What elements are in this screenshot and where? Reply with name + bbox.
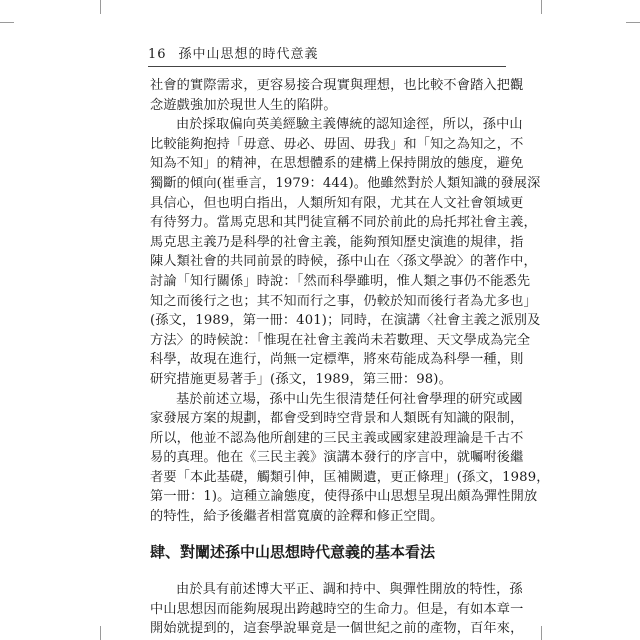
text-line: 研究措施更易著手」(孫文，1989，第三冊：98)。 — [150, 371, 452, 387]
header-rule — [148, 66, 506, 67]
text-line: 基於前述立場，孫中山先生很清楚任何社會學理的研究或國 — [176, 391, 523, 407]
crop-mark-right-top — [626, 22, 640, 23]
crop-mark-left-top — [0, 22, 14, 23]
text-line: 陳人類社會的共同前景的時候，孫中山在〈孫文學說〉的著作中， — [150, 254, 537, 270]
text-line: 討論「知行關係」時說：「然而科學雖明，惟人類之事仍不能悉先 — [150, 273, 531, 289]
book-title: 孫中山思想的時代意義 — [178, 47, 319, 62]
text-line: 第一冊：1)。這種立論態度，使得孫中山思想呈現出頗為彈性開放 — [150, 489, 538, 505]
text-line: 具信心，但也明白指出，人類所知有限，尤其在人文社會領域更 — [150, 195, 524, 211]
text-line: 念遊戲強加於現世人生的陷阱。 — [150, 97, 337, 113]
text-line: 科學，故現在進行，尚無一定標準，將來苟能成為科學一種，則 — [150, 352, 524, 368]
text-line: 馬克思主義乃是科學的社會主義，能夠預知歷史演進的規律，指 — [150, 234, 524, 250]
section-heading: 肆、對闡述孫中山思想時代意義的基本看法 — [150, 542, 436, 561]
text-line: 易的真理。他在《三民主義》演講本發行的序言中，就囑咐後繼 — [150, 450, 524, 466]
text-line: 有待努力。當馬克思和其門徒宣稱不同於前此的烏托邦社會主義， — [150, 215, 537, 231]
crop-mark-top-left — [100, 0, 101, 14]
text-line: 家發展方案的規劃，都會受到時空背景和人類既有知識的限制， — [150, 411, 524, 427]
text-line: (孫文，1989，第一冊：401)；同時，在演講〈社會主義之派別及 — [150, 313, 541, 329]
text-line: 由於採取偏向英美經驗主義傳統的認知途徑，所以，孫中山 — [176, 117, 523, 133]
text-line: 中山思想因而能夠展現出跨越時空的生命力。但是，有如本章一 — [150, 601, 524, 617]
text-line: 知為不知」的精神，在思想體系的建構上保持開放的態度，避免 — [150, 156, 524, 172]
text-line: 方法〉的時候說：「惟現在社會主義尚未若數理、天文學成為完全 — [150, 332, 531, 348]
text-line: 所以，他並不認為他所創建的三民主義或國家建設理論是千古不 — [150, 430, 524, 446]
text-line: 知之而後行之也；其不知而行之事，仍較於知而後行者為尤多也」 — [150, 293, 537, 309]
running-header — [148, 46, 506, 64]
crop-mark-bottom-right — [541, 626, 542, 640]
text-line: 者要「本此基礎，觸類引伸，匡補闕遺，更正條理」(孫文，1989， — [150, 469, 550, 485]
text-line: 由於具有前述博大平正、調和持中、與彈性開放的特性，孫 — [176, 582, 523, 598]
page-number: 16 — [148, 47, 167, 62]
crop-mark-bottom-left — [100, 626, 101, 640]
text-line: 開始就提到的，這套學說畢竟是一個世紀之前的產物，百年來， — [150, 621, 524, 637]
text-line: 比較能夠抱持「毋意、毋必、毋固、毋我」和「知之為知之，不 — [150, 136, 524, 152]
crop-mark-top-right — [541, 0, 542, 14]
text-line: 社會的實際需求，更容易接合現實與理想，也比較不會踏入把觀 — [150, 78, 524, 93]
text-line: 的特性，給予後繼者相當寬廣的詮釋和修正空間。 — [150, 509, 444, 525]
text-line: 獨斷的傾向(崔垂言，1979：444)。他雖然對於人類知識的發展深 — [150, 175, 541, 191]
body-text — [150, 76, 550, 639]
